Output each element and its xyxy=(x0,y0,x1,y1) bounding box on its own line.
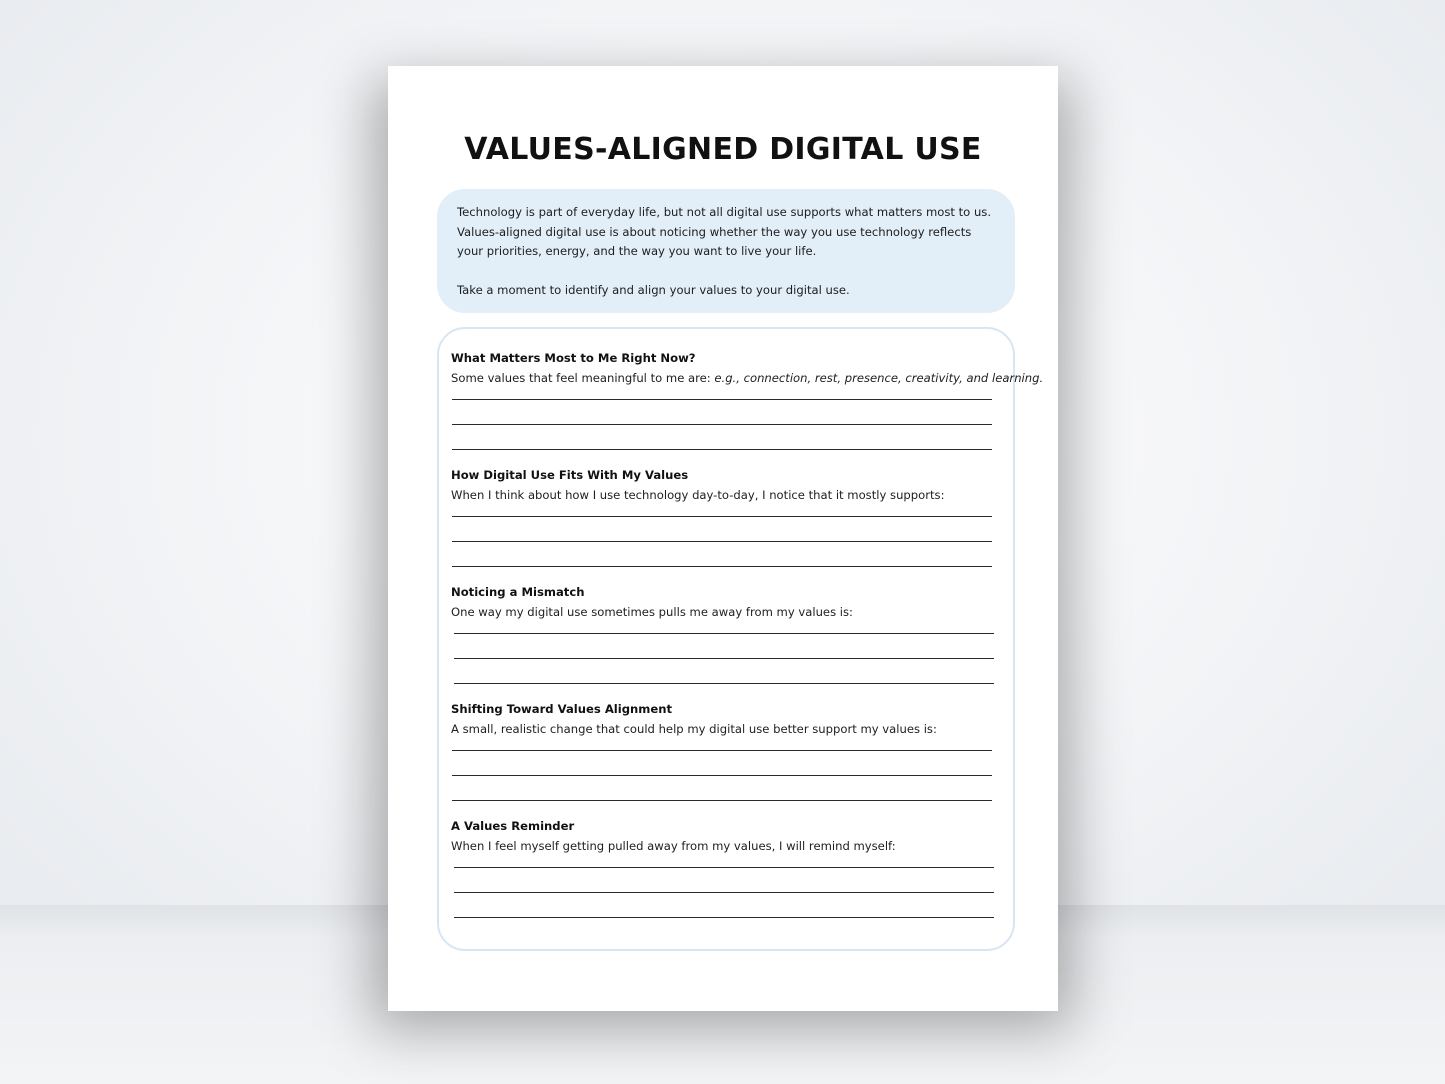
prompt-text: Some values that feel meaningful to me are: xyxy=(451,371,715,385)
section-digital-use-fit xyxy=(451,465,1003,567)
answer-line[interactable] xyxy=(454,633,994,634)
answer-line[interactable] xyxy=(452,449,992,450)
page-title: VALUES-ALIGNED DIGITAL USE xyxy=(464,132,982,167)
intro-paragraph: Technology is part of everyday life, but not all digital use supports what matters most to us. Values-aligned digital use is about noticing whether the way you use technology reflects your priorities, energy, and the way you want to live your life. xyxy=(457,205,992,258)
intro-box xyxy=(437,189,1015,313)
section-prompt: When I feel myself getting pulled away from my values, I will remind myself: xyxy=(451,839,896,853)
answer-line[interactable] xyxy=(454,683,994,684)
section-prompt xyxy=(451,368,1044,388)
answer-line[interactable] xyxy=(454,892,994,893)
section-values-reminder xyxy=(451,816,1003,918)
answer-line[interactable] xyxy=(454,658,994,659)
reflection-panel xyxy=(437,327,1044,951)
intro-instruction: Take a moment to identify and align your values to your digital use. xyxy=(457,283,850,297)
section-what-matters xyxy=(451,348,1044,450)
answer-line[interactable] xyxy=(452,516,992,517)
answer-line[interactable] xyxy=(452,424,992,425)
worksheet-page xyxy=(388,66,1058,1011)
section-prompt: A small, realistic change that could help my digital use better support my values is: xyxy=(451,722,937,736)
answer-line[interactable] xyxy=(452,775,992,776)
section-prompt: When I think about how I use technology day-to-day, I notice that it mostly supports: xyxy=(451,488,945,502)
answer-line[interactable] xyxy=(454,867,994,868)
answer-line[interactable] xyxy=(454,917,994,918)
section-shifting-alignment xyxy=(451,699,1003,801)
answer-line[interactable] xyxy=(452,399,992,400)
answer-line[interactable] xyxy=(452,566,992,567)
section-heading: Noticing a Mismatch xyxy=(451,585,585,599)
section-prompt: One way my digital use sometimes pulls me away from my values is: xyxy=(451,605,853,619)
section-noticing-mismatch xyxy=(451,582,1003,684)
section-heading: What Matters Most to Me Right Now? xyxy=(451,351,696,365)
section-heading: Shifting Toward Values Alignment xyxy=(451,702,673,716)
answer-line[interactable] xyxy=(452,800,992,801)
answer-line[interactable] xyxy=(452,750,992,751)
prompt-example: e.g., connection, rest, presence, creativity, and learning. xyxy=(714,371,1044,385)
section-heading: A Values Reminder xyxy=(451,819,575,833)
answer-line[interactable] xyxy=(452,541,992,542)
section-heading: How Digital Use Fits With My Values xyxy=(451,468,689,482)
